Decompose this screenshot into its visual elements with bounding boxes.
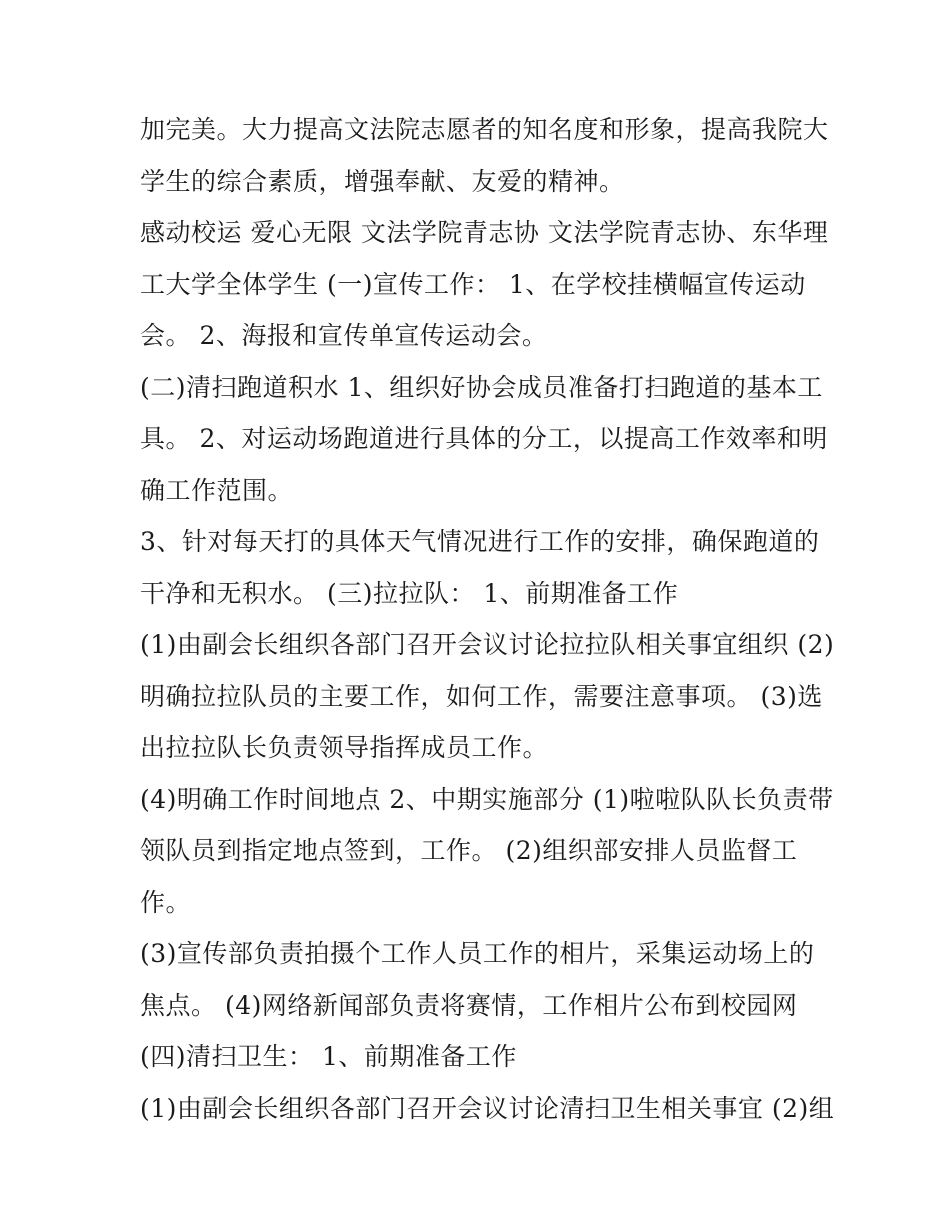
document-body [140, 104, 835, 1134]
text-line: 感动校运 爱心无限 文法学院青志协 文法学院青志协、东华理 [140, 218, 829, 247]
text-line: (4)明确工作时间地点 2、中期实施部分 (1)啦啦队队长负责带 [140, 784, 834, 814]
text-line: 确工作范围。 [140, 475, 294, 505]
text-line: 明确拉拉队员的主要工作，如何工作，需要注意事项。 (3)选 [140, 681, 823, 711]
text-line: 加完美。大力提高文法院志愿者的知名度和形象，提高我院大 [140, 115, 829, 144]
text-line: 作。 [140, 887, 192, 917]
text-line: (1)由副会长组织各部门召开会议讨论拉拉队相关事宜组织 (2) [140, 630, 835, 659]
text-line: 学生的综合素质，增强奉献、友爱的精神。 [140, 166, 625, 196]
text-line: (1)由副会长组织各部门召开会议讨论清扫卫生相关事宜 (2)组 [140, 1093, 835, 1123]
text-line: 具。 2、对运动场跑道进行具体的分工，以提高工作效率和明 [140, 424, 828, 453]
text-line: (3)宣传部负责拍摄个工作人员工作的相片，采集运动场上的 [140, 939, 815, 968]
text-line: 3、针对每天打的具体天气情况进行工作的安排，确保跑道的 [140, 527, 820, 556]
text-line: 工大学全体学生 (一)宣传工作： 1、在学校挂横幅宣传运动 [140, 269, 806, 299]
text-line: 会。 2、海报和宣传单宣传运动会。 [140, 321, 548, 350]
text-line: 领队员到指定地点签到，工作。 (2)组织部安排人员监督工 [140, 836, 798, 865]
text-line: (二)清扫跑道积水 1、组织好协会成员准备打扫跑道的基本工 [140, 372, 823, 402]
text-line: 出拉拉队长负责领导指挥成员工作。 [140, 733, 549, 762]
text-line: 焦点。 (4)网络新闻部负责将赛情，工作相片公布到校园网 [140, 990, 798, 1020]
text-line: (四)清扫卫生： 1、前期准备工作 [140, 1042, 517, 1071]
text-line: 干净和无积水。 (三)拉拉队： 1、前期准备工作 [140, 578, 679, 608]
